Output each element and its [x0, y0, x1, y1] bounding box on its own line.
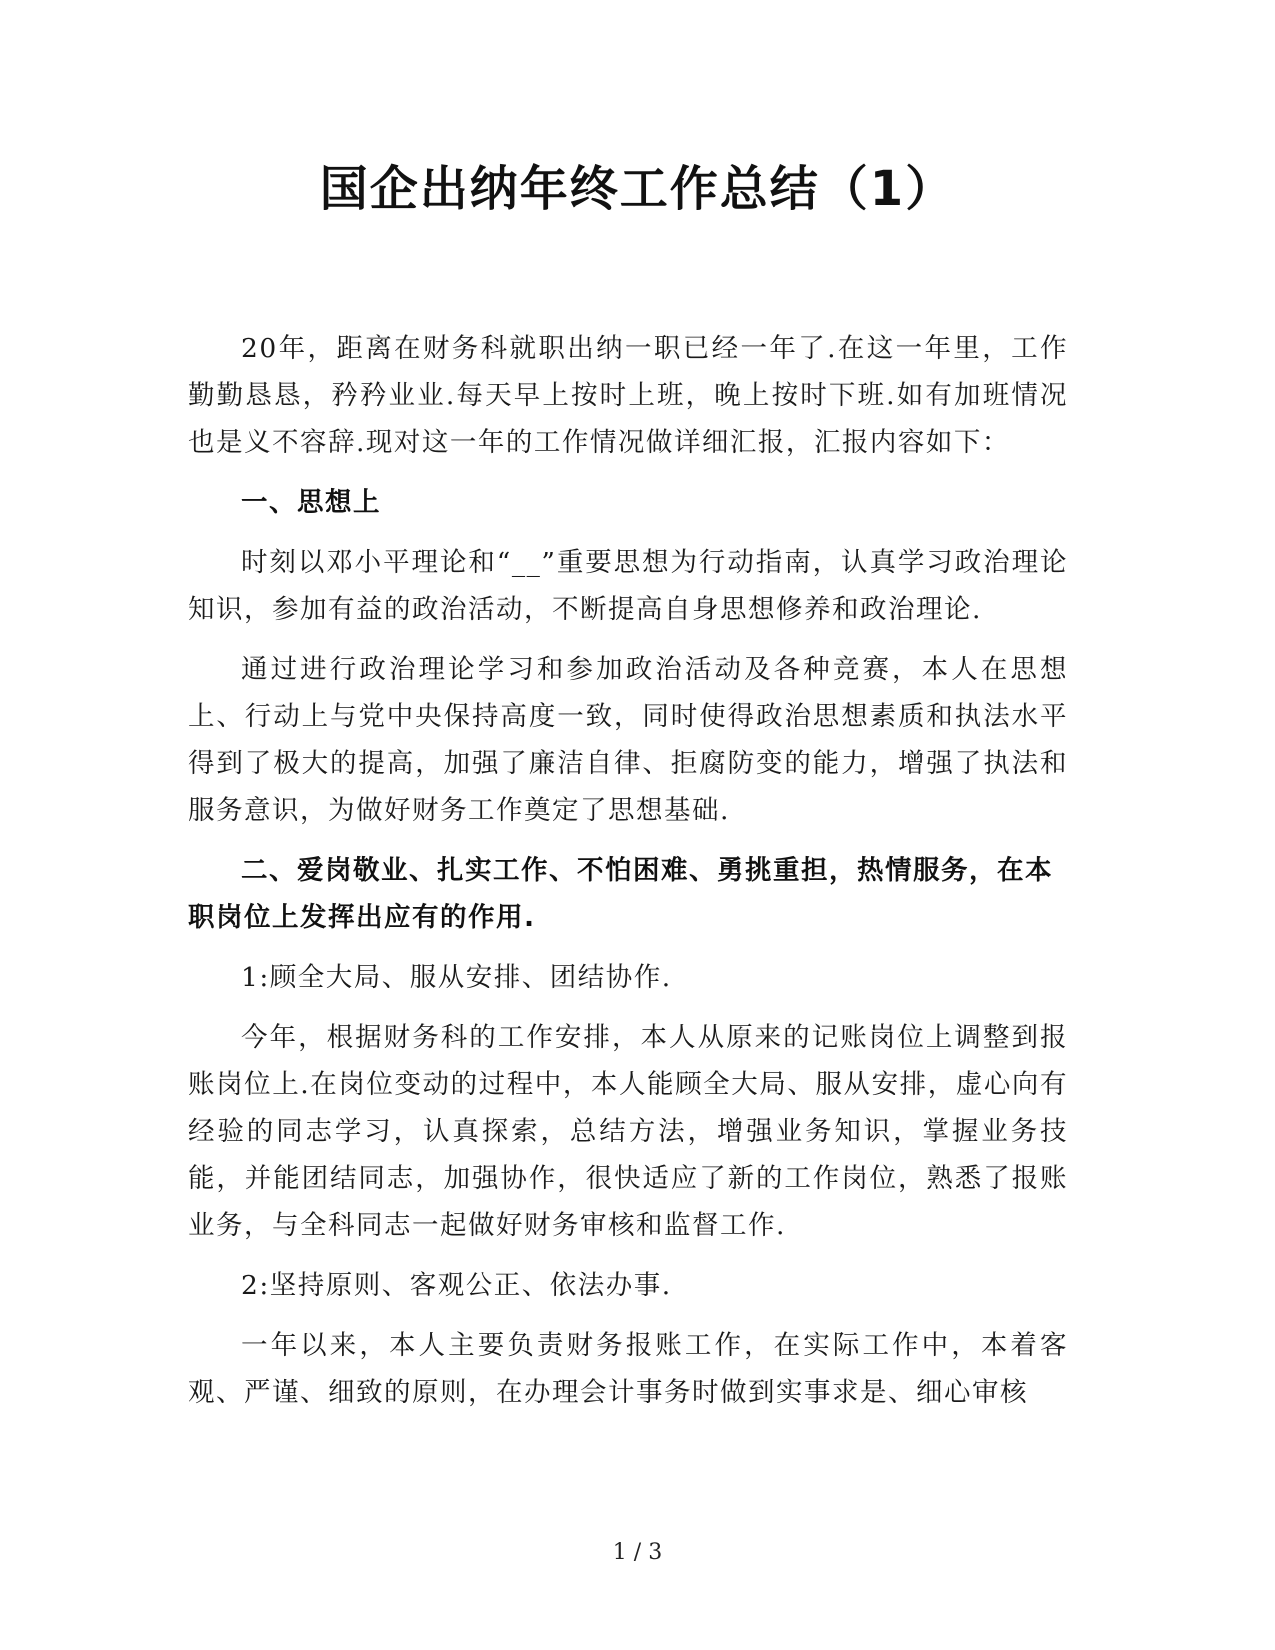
paragraph-principles: 一年以来，本人主要负责财务报账工作，在实际工作中，本着客观、严谨、细致的原则，在办理会计事务时做到实事求是、细心审核 [188, 1330, 1068, 1408]
subheading-1: 1:顾全大局、服从安排、团结协作. [241, 962, 672, 993]
page-number: 1 / 3 [612, 1540, 663, 1565]
section-heading-2: 二、爱岗敬业、扎实工作、不怕困难、勇挑重担，热情服务，在本职岗位上发挥出应有的作用. [188, 855, 1053, 933]
paragraph-reassignment: 今年，根据财务科的工作安排，本人从原来的记账岗位上调整到报账岗位上.在岗位变动的过程中，本人能顾全大局、服从安排，虚心向有经验的同志学习，认真探索，总结方法，增强业务知识，掌握业务技能，并能团结同志，加强协作，很快适应了新的工作岗位，熟悉了报账业务，与全科同志一起做好财务审核和监督工作. [188, 1022, 1068, 1241]
subheading-2: 2:坚持原则、客观公正、依法办事. [241, 1270, 672, 1301]
document-title: 国企出纳年终工作总结（1） [319, 161, 956, 217]
section-heading-1: 一、思想上 [241, 487, 381, 518]
paragraph-ideology-1: 时刻以邓小平理论和“__”重要思想为行动指南，认真学习政治理论知识，参加有益的政治活动，不断提高自身思想修养和政治理论. [188, 547, 1068, 625]
paragraph-ideology-2: 通过进行政治理论学习和参加政治活动及各种竞赛，本人在思想上、行动上与党中央保持高度一致，同时使得政治思想素质和执法水平得到了极大的提高，加强了廉洁自律、拒腐防变的能力，增强了执法和服务意识，为做好财务工作奠定了思想基础. [188, 654, 1068, 826]
document-body [188, 325, 1068, 1429]
paragraph-intro: 20年，距离在财务科就职出纳一职已经一年了.在这一年里，工作勤勤恳恳，矜矜业业.每天早上按时上班，晚上按时下班.如有加班情况也是义不容辞.现对这一年的工作情况做详细汇报，汇报内容如下： [188, 333, 1068, 458]
